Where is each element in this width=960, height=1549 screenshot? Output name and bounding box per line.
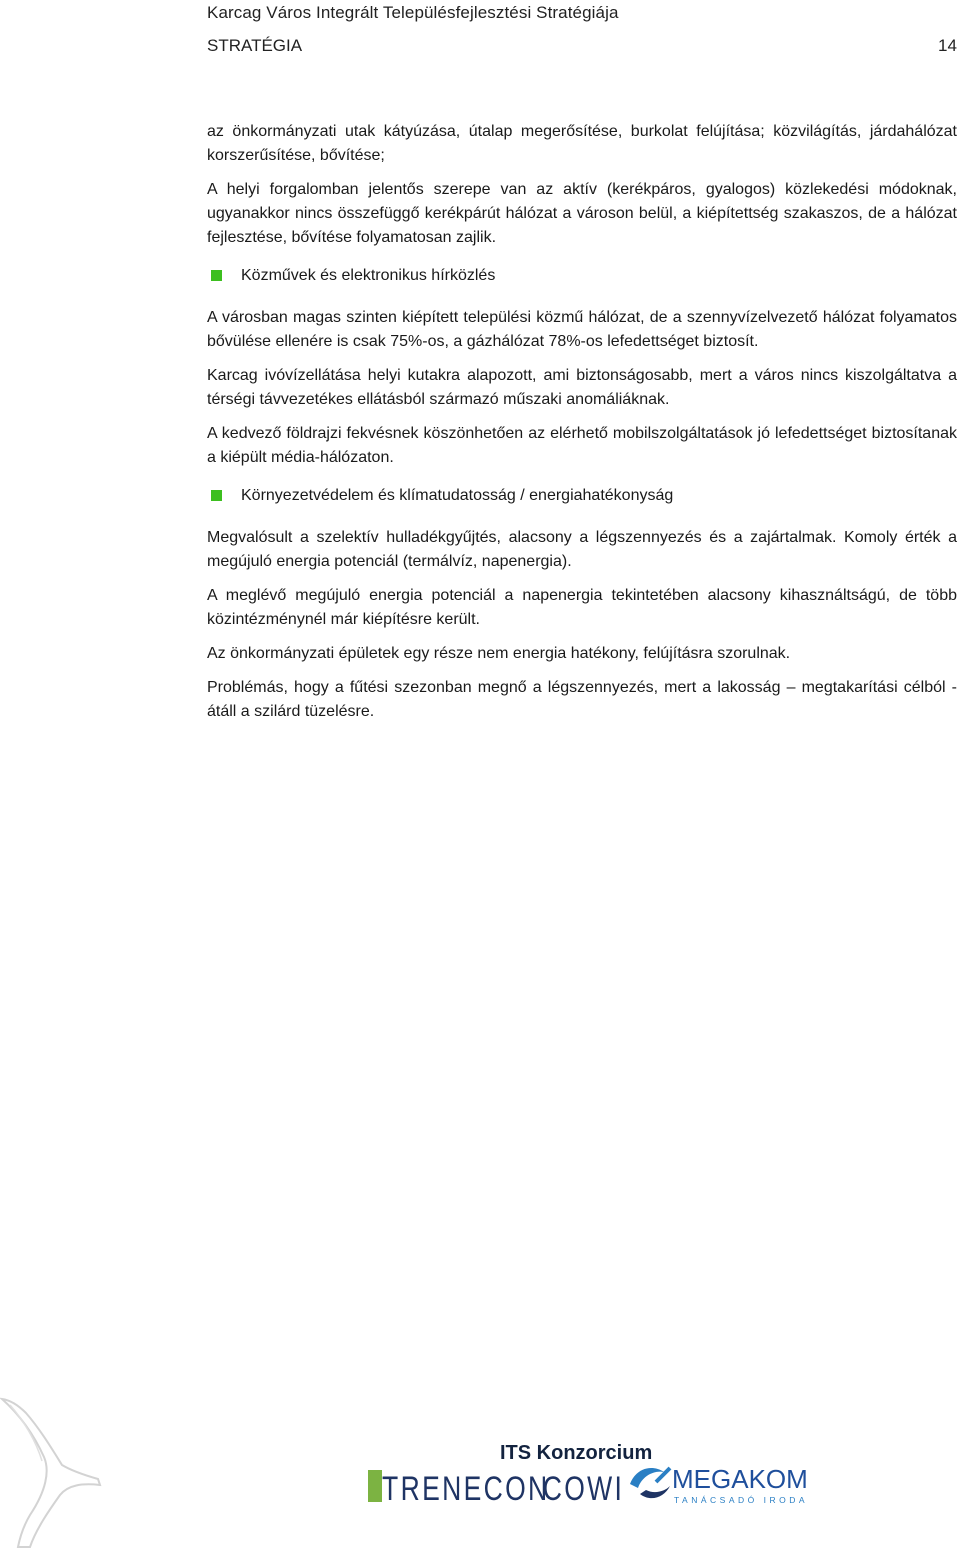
section-heading-label: Környezetvédelem és klímatudatosság / energiahatékonyság [241,487,674,504]
paragraph: A kedvező földrajzi fekvésnek köszönhetően az elérhető mobilszolgáltatások jó lefedettséget biztosítanak a kiépült média-hálózaton. [207,425,957,466]
paragraph: az önkormányzati utak kátyúzása, útalap megerősítése, burkolat felújítása; közvilágítás, járdahálózat korszerűsítése, bővítése; [207,123,957,164]
paragraph: A meglévő megújuló energia potenciál a napenergia tekintetében alacsony kihasználtságú, de több közintézménynél már kiépítésre került. [207,587,957,628]
section-label: STRATÉGIA [207,36,303,55]
trenecon-cowi-logo [368,1466,625,1508]
paragraph: Az önkormányzati épületek egy része nem energia hatékony, felújításra szorulnak. [207,645,791,662]
bird-watermark-icon [0,1395,120,1549]
document-title: Karcag Város Integrált Településfejlesztési Stratégiája [207,3,619,22]
page-number: 14 [938,36,957,55]
paragraph: Karcag ivóvízellátása helyi kutakra alapozott, ami biztonságosabb, mert a város nincs kiszolgáltatva a térségi távvezetékes ellátásból származó műszaki anomáliáknak. [207,367,957,408]
paragraph: Problémás, hogy a fűtési szezonban megnő a légszennyezés, mert a lakosság – megtakarítási célból - átáll a szilárd tüzelésre. [207,679,957,720]
bullet-square-icon [211,270,222,281]
consortium-title: ITS Konzorcium [500,1442,653,1464]
logo-text: COWI [542,1469,625,1508]
bullet-square-icon [211,490,222,501]
logo-subtext: TANÁCSADÓ IRODA [674,1495,809,1505]
paragraph: Megvalósult a szelektív hulladékgyűjtés, alacsony a légszennyezés és a zajártalmak. Komoly érték a megújuló energia potenciál (termálvíz, napenergia). [207,529,957,570]
megakom-logo [626,1458,809,1508]
paragraph: A helyi forgalomban jelentős szerepe van az aktív (kerékpáros, gyalogos) közlekedési módoknak, ugyanakkor nincs összefüggő kerékpárút hálózat a városon belül, a kiépítettség szakaszos, de a hálózat fejlesztése, bővítése folyamatosan zajlik. [207,181,957,246]
logo-text: MEGAKOM [672,1464,808,1494]
section-heading-utilities [207,264,957,288]
body-content [207,120,957,724]
logo-text: TRENECON [382,1469,550,1508]
section-heading-label: Közművek és elektronikus hírközlés [241,267,496,284]
section-heading-environment [207,484,957,508]
paragraph: A városban magas szinten kiépített települési közmű hálózat, de a szennyvízelvezető hálózat folyamatos bővülése ellenére is csak 75%-os, a gázhálózat 78%-os lefedettséget biztosít. [207,309,957,350]
